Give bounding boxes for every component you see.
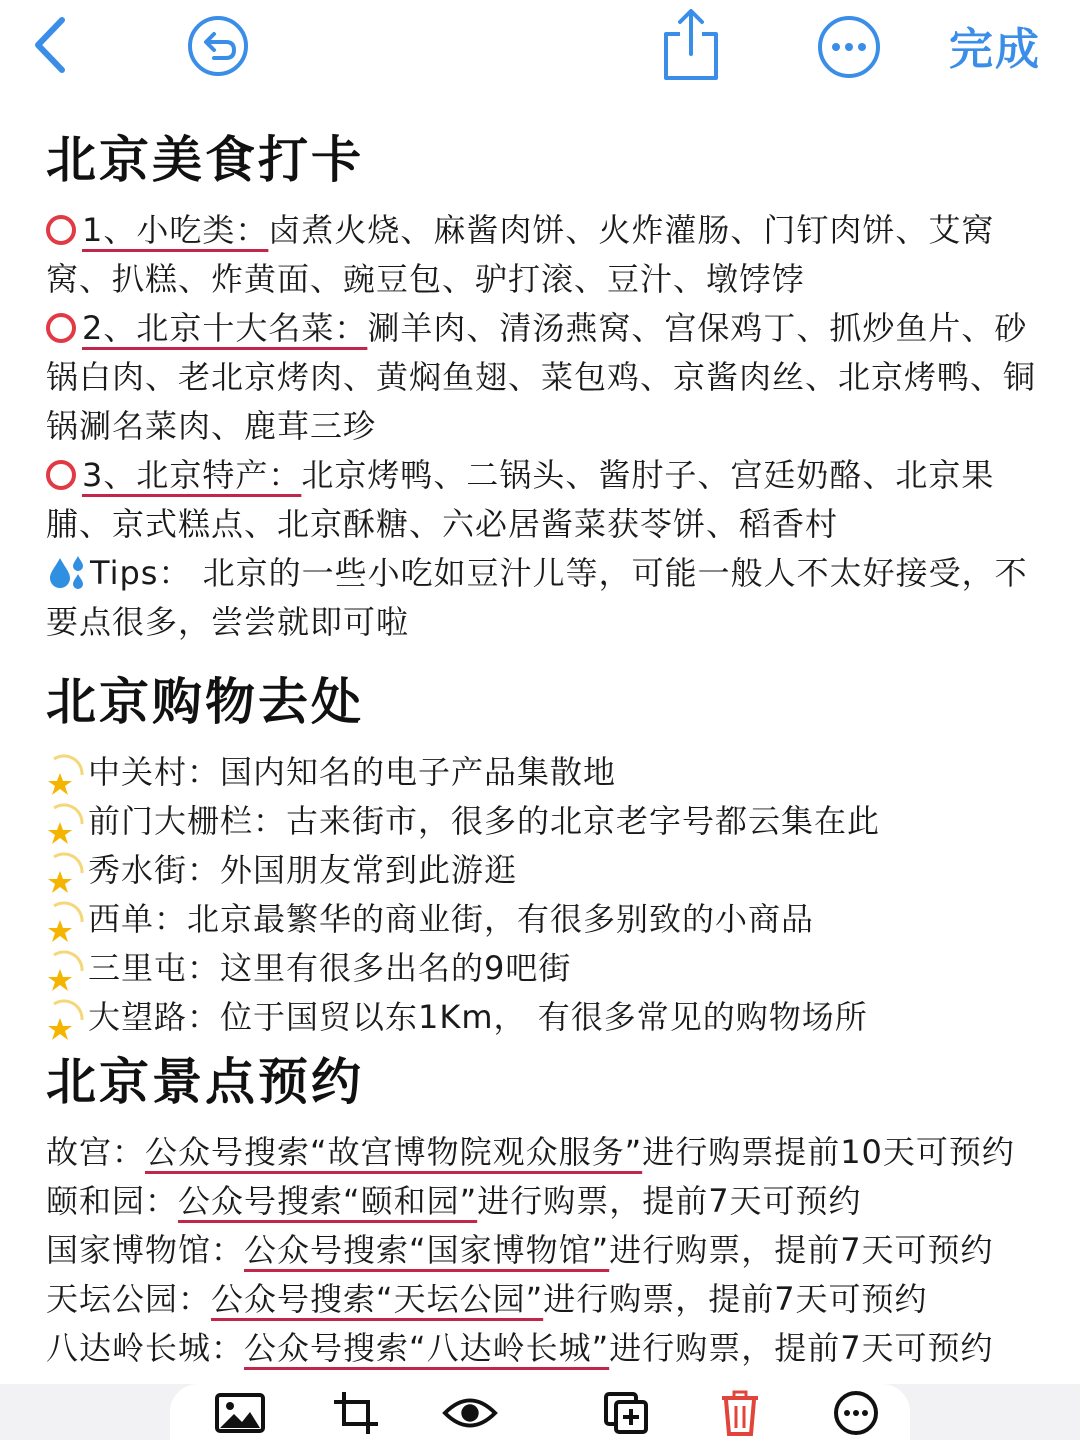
star-icon	[46, 900, 86, 944]
shopping-item-text: 前门大栅栏：古来街市，很多的北京老字号都云集在此	[88, 802, 881, 840]
food-item-1-text: 卤煮火烧、麻酱肉饼、火炸灌肠、门钉肉饼、艾窝	[268, 211, 995, 249]
eye-icon	[442, 1393, 498, 1433]
tips-line-cont: 要点很多，尝尝就即可啦	[46, 603, 410, 641]
food-item-3-cont: 脯、京式糕点、北京酥糖、六必居酱菜获苓饼、稻香村	[46, 505, 839, 543]
red-circle-icon	[46, 313, 76, 343]
food-item-2-cont2: 锅涮名菜肉、鹿茸三珍	[46, 407, 377, 445]
red-circle-icon	[46, 215, 76, 245]
shopping-section-title: 北京购物去处	[46, 673, 364, 731]
sight-info: 进行购票，提前7天可预约	[609, 1329, 994, 1367]
food-item-3-head: 3、北京特产：	[82, 456, 302, 494]
shopping-item	[46, 846, 1056, 895]
sight-row	[46, 1275, 1056, 1324]
image-icon	[214, 1392, 266, 1434]
food-item-1	[46, 206, 1056, 255]
red-circle-icon	[46, 460, 76, 490]
shopping-list	[46, 748, 1056, 1042]
food-item-2-text: 涮羊肉、清汤燕窝、宫保鸡丁、抓炒鱼片、砂	[367, 309, 1028, 347]
star-icon	[46, 949, 86, 993]
food-item-1-cont: 窝、扒糕、炸黄面、豌豆包、驴打滚、豆汁、墩饽饽	[46, 260, 806, 298]
food-item-3	[46, 451, 1056, 500]
food-item-2	[46, 304, 1056, 353]
shopping-item-text: 中关村：国内知名的电子产品集散地	[88, 753, 617, 791]
shopping-item-text: 三里屯：这里有很多出名的9吧街	[88, 949, 572, 987]
bottom-toolbar	[0, 1384, 1080, 1440]
food-section-title: 北京美食打卡	[46, 131, 364, 189]
shopping-item-text: 西单：北京最繁华的商业街，有很多别致的小商品	[88, 900, 815, 938]
star-icon	[46, 802, 86, 846]
trash-icon	[720, 1390, 760, 1436]
tips-text: Tips： 北京的一些小吃如豆汁儿等，可能一般人不太好接受，不	[90, 554, 1028, 592]
sight-name: 国家博物馆：	[46, 1231, 245, 1269]
shopping-item	[46, 797, 1056, 846]
share-button[interactable]	[660, 6, 722, 82]
sight-row	[46, 1128, 1056, 1177]
food-item-1-head: 1、小吃类：	[82, 211, 269, 249]
sight-link: 公众号搜索“国家博物馆”	[244, 1231, 610, 1269]
insert-image-button[interactable]	[212, 1390, 268, 1436]
droplets-icon	[46, 554, 88, 590]
food-item-3-text: 北京烤鸭、二锅头、酱肘子、宫廷奶酪、北京果	[301, 456, 995, 494]
sight-link: 公众号搜索“天坛公园”	[211, 1280, 544, 1318]
star-icon	[46, 851, 86, 895]
food-item-2-head: 2、北京十大名菜：	[82, 309, 368, 347]
more-circle-icon	[833, 1390, 879, 1436]
sight-name: 故宫：	[46, 1133, 146, 1171]
sight-name: 颐和园：	[46, 1182, 179, 1220]
sight-info: 进行购票，提前7天可预约	[609, 1231, 994, 1269]
sight-link: 公众号搜索“八达岭长城”	[244, 1329, 610, 1367]
sight-name: 天坛公园：	[46, 1280, 212, 1318]
share-icon	[660, 6, 722, 82]
more-options-button[interactable]	[828, 1390, 884, 1436]
sight-link: 公众号搜索“故宫博物院观众服务”	[145, 1133, 643, 1171]
star-icon	[46, 753, 86, 797]
more-icon	[816, 14, 882, 80]
tips-line	[46, 549, 1056, 598]
crop-button[interactable]	[328, 1390, 384, 1436]
bottom-toolbar-pill	[170, 1384, 910, 1440]
star-icon	[46, 998, 86, 1042]
delete-button[interactable]	[712, 1390, 768, 1436]
crop-icon	[332, 1390, 380, 1436]
sight-info: 进行购票提前10天可预约	[642, 1133, 1015, 1171]
food-item-2-cont: 锅白肉、老北京烤肉、黄焖鱼翅、菜包鸡、京酱肉丝、北京烤鸭、铜	[46, 358, 1037, 396]
shopping-item-text: 大望路：位于国贸以东1Km， 有很多常见的购物场所	[88, 998, 868, 1036]
sights-list	[46, 1128, 1056, 1373]
food-list	[46, 206, 1056, 647]
sight-info: 进行购票，提前7天可预约	[543, 1280, 928, 1318]
preview-button[interactable]	[442, 1390, 498, 1436]
top-toolbar	[0, 0, 1080, 100]
shopping-item-text: 秀水街：外国朋友常到此游逛	[88, 851, 518, 889]
sight-row	[46, 1226, 1056, 1275]
done-button[interactable]: 完成	[949, 24, 1041, 75]
shopping-item	[46, 748, 1056, 797]
more-button[interactable]	[816, 14, 882, 80]
undo-button[interactable]	[186, 14, 250, 78]
sight-row	[46, 1177, 1056, 1226]
sight-name: 八达岭长城：	[46, 1329, 245, 1367]
shopping-item	[46, 895, 1056, 944]
back-button[interactable]	[30, 14, 70, 76]
duplicate-button[interactable]	[598, 1390, 654, 1436]
undo-icon	[186, 14, 250, 78]
shopping-item	[46, 944, 1056, 993]
duplicate-icon	[602, 1390, 650, 1436]
back-icon	[30, 14, 70, 76]
sights-section-title: 北京景点预约	[46, 1053, 364, 1111]
sight-row	[46, 1324, 1056, 1373]
sight-info: 进行购票，提前7天可预约	[477, 1182, 862, 1220]
sight-link: 公众号搜索“颐和园”	[178, 1182, 478, 1220]
shopping-item	[46, 993, 1056, 1042]
